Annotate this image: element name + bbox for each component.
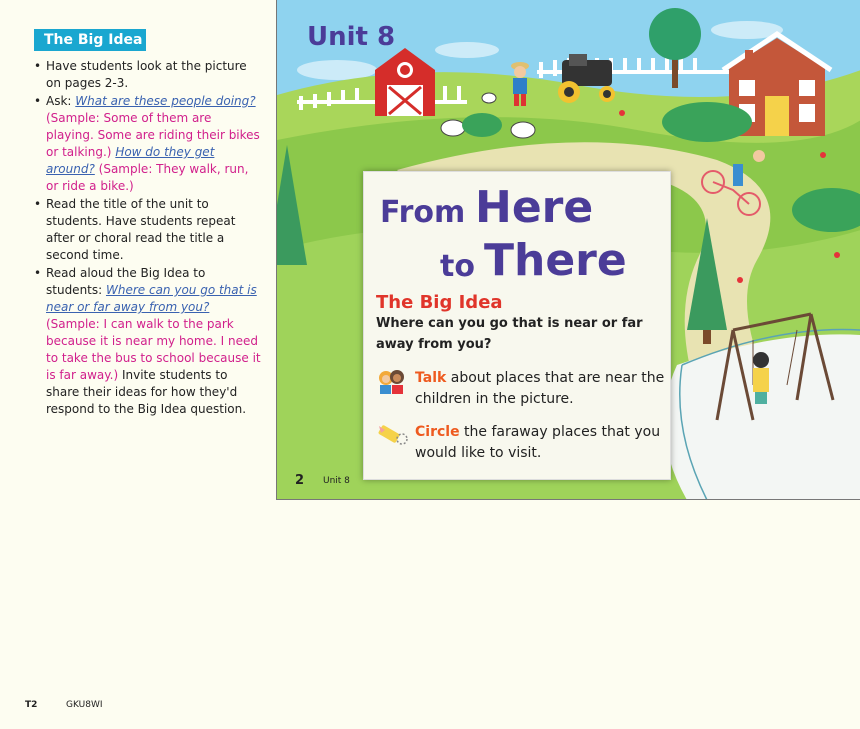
title-to: to: [440, 249, 475, 284]
circle-text: the faraway places that you would like to visit.: [415, 424, 661, 461]
footer-page-number: T2: [25, 700, 38, 710]
invite-text: Invite students to share their ideas for how they'd respond to the Big Idea question.: [46, 368, 247, 416]
circle-keyword: Circle: [415, 424, 460, 440]
big-idea-question: Where can you go that is near or far away from you?: [376, 316, 643, 352]
question-get-around: How do they get around?: [46, 145, 215, 176]
title-there: There: [484, 235, 627, 286]
question-people-doing: What are these people doing?: [75, 94, 256, 108]
bullet-look: [34, 58, 262, 92]
teacher-notes-column: [0, 0, 276, 729]
talk-keyword: Talk: [415, 370, 447, 386]
title-from: From: [380, 195, 466, 230]
title-here: Here: [475, 182, 594, 233]
ask-lead: Ask:: [46, 94, 76, 108]
bullet-read-title: [34, 196, 262, 264]
answer-people-doing: (Sample: Some of them are playing. Some are riding their bikes or talking.): [46, 111, 260, 159]
children-talking-icon: [376, 368, 408, 396]
pencil-circle-icon: [376, 422, 408, 450]
unit-title: Unit 8: [307, 22, 396, 52]
footer-code: GKU8WI: [66, 700, 103, 710]
question-near-far: Where can you go that is near or far away from you?: [46, 283, 257, 314]
read-aloud-lead: Read aloud the Big Idea to students:: [46, 266, 206, 297]
big-idea-heading: The Big Idea: [34, 29, 146, 51]
page-number: 2: [295, 473, 305, 488]
big-idea-card: [363, 171, 671, 480]
talk-text: about places that are near the children in the picture.: [415, 370, 665, 407]
bullet-read-big-idea: [34, 265, 262, 418]
bullet-ask: [34, 93, 262, 195]
teacher-bullet-list: [34, 58, 262, 419]
bullet-read-title-text: Read the title of the unit to students. Have students repeat after or choral read the title a second time.: [46, 197, 236, 262]
bullet-look-text: Have students look at the picture on pages 2-3.: [46, 59, 247, 90]
answer-near-far: (Sample: I can walk to the park because it is near my home. I need to take the bus to school because it is far away.): [46, 317, 261, 382]
answer-get-around: (Sample: They walk, run, or ride a bike.): [46, 162, 249, 193]
card-big-idea-heading: The Big Idea: [376, 292, 503, 313]
student-page: [276, 0, 860, 500]
page-unit-label: Unit 8: [323, 476, 350, 486]
